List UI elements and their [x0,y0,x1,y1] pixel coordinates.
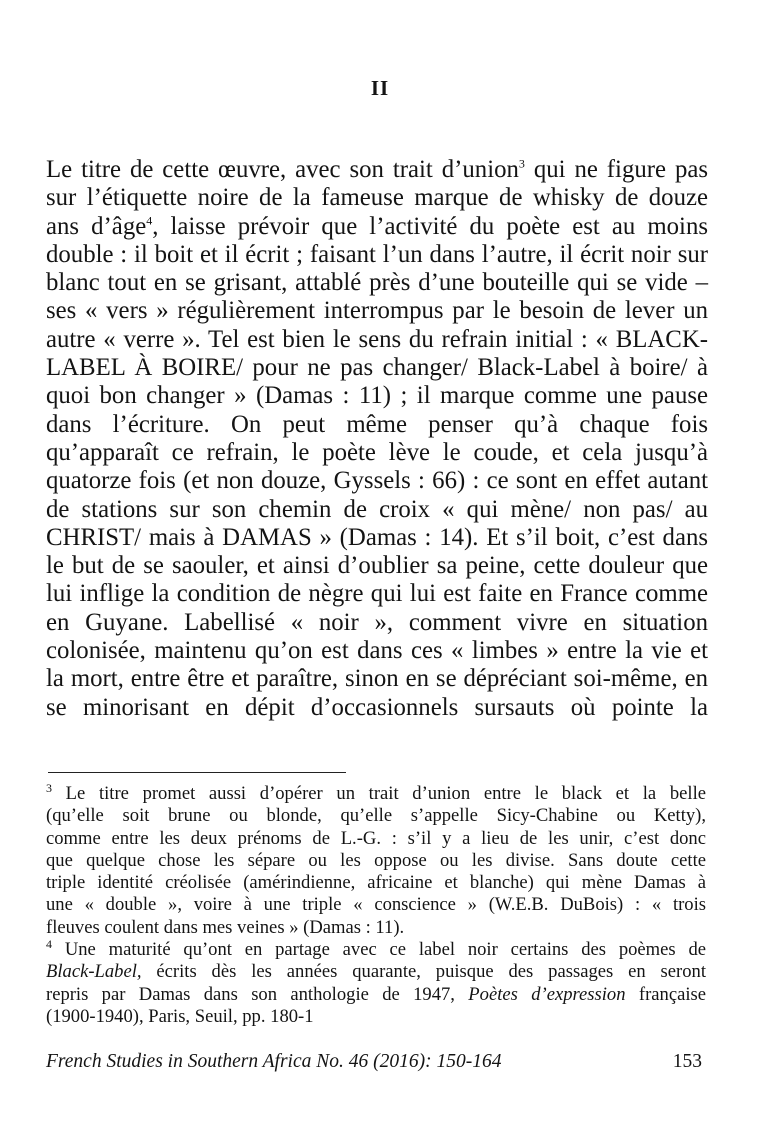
body-line: colonisée, maintenu qu’on est dans ces « limbes » entre la vie et [46,637,708,665]
footnote-4-line: Black-Label, écrits dès les années quarante, puisque des passages en seront [46,961,706,983]
body-line: de stations sur son chemin de croix « qui mène/ non pas/ au [46,495,708,523]
footnote-ref-4[interactable]: 4 [146,213,153,228]
body-line: LABEL À BOIRE/ pour ne pas changer/ Black-Label à boire/ à [46,354,708,382]
footnote-3-line: une « double », voire à une triple « conscience » (W.E.B. DuBois) : « trois [46,894,706,916]
body-line: quoi bon changer » (Damas : 11) ; il marque comme une pause [46,382,708,410]
footnote-3-line: comme entre les deux prénoms de L.-G. : s’il y a lieu de les unir, c’est donc [46,827,706,849]
body-line: en Guyane. Labellisé « noir », comment vivre en situation [46,608,708,636]
footnote-3-line: $^3$ Le titre promet aussi d’opérer un trait d’union entre le black et la belle [46,780,706,804]
body-line: ses « vers » régulièrement interrompus par le besoin de lever un [46,297,708,325]
footnote-marker-4: 4 [46,936,52,951]
body-line: sur l’étiquette noire de la fameuse marque de whisky de douze [46,184,708,212]
body-line: Le titre de cette œuvre, avec son trait d’union$^3$ qui ne figure pas [46,156,708,183]
footnote-marker-3: 3 [46,780,52,795]
footnote-4-line: $^4$ Une maturité qu’ont en partage avec ce label noir certains des poèmes de [46,936,706,961]
body-paragraph [46,156,708,722]
footnote-4-line: (1900-1940), Paris, Seuil, pp. 180-1 [46,1005,314,1027]
body-line: ans d’âge$^4$, laisse prévoir que l’activité du poète est au moins [46,212,708,240]
anthology-title: Poètes d’expression [468,983,626,1005]
body-line: le but de se saouler, et ainsi d’oublier sa peine, cette douleur que [46,552,708,580]
body-line: dans l’écriture. On peut même penser qu’à chaque fois [46,410,708,438]
page-number: 153 [672,1051,702,1072]
section-heading: II [370,76,390,100]
footnote-3-line: triple identité créolisée (amérindienne, africaine et blanche) qui mène Damas à [46,872,706,894]
footnote-4-line: repris par Damas dans son anthologie de 1947, Poètes d’expression française [46,983,706,1005]
journal-citation: French Studies in Southern Africa No. 46 (2016): 150-164 [46,1051,502,1072]
page-footer [46,1051,708,1077]
footnote-3-line: que quelque chose les sépare ou les oppose ou les divise. Sans doute cette [46,849,706,871]
body-line: se minorisant en dépit d’occasionnels sursauts où pointe la [46,693,708,721]
body-line: quatorze fois (et non douze, Gyssels : 66) : ce sont en effet autant [46,467,708,495]
book-title: Black-Label, [46,961,142,983]
body-line: la mort, entre être et paraître, sinon en se dépréciant soi-même, en [46,665,708,693]
footnote-ref-3[interactable]: 3 [518,156,525,171]
footnote-3-line: (qu’elle soit brune ou blonde, qu’elle s’appelle Sicy-Chabine ou Ketty), [46,805,706,827]
body-line: CHRIST/ mais à DAMAS » (Damas : 14). Et s’il boit, c’est dans [46,523,708,551]
footnotes [46,780,706,1028]
body-line: qu’apparaît ce refrain, le poète lève le coude, et cela jusqu’à [46,438,708,466]
body-line: blanc tout en se grisant, attablé près d’une bouteille qui se vide – [46,269,708,297]
body-line: autre « verre ». Tel est bien le sens du refrain initial : « BLACK- [46,325,708,353]
footnote-divider [48,772,346,773]
body-line: double : il boit et il écrit ; faisant l’un dans l’autre, il écrit noir sur [46,240,708,268]
footnote-3-line: fleuves coulent dans mes veines » (Damas : 11). [46,916,405,938]
body-line: lui inflige la condition de nègre qui lui est faite en France comme [46,580,708,608]
